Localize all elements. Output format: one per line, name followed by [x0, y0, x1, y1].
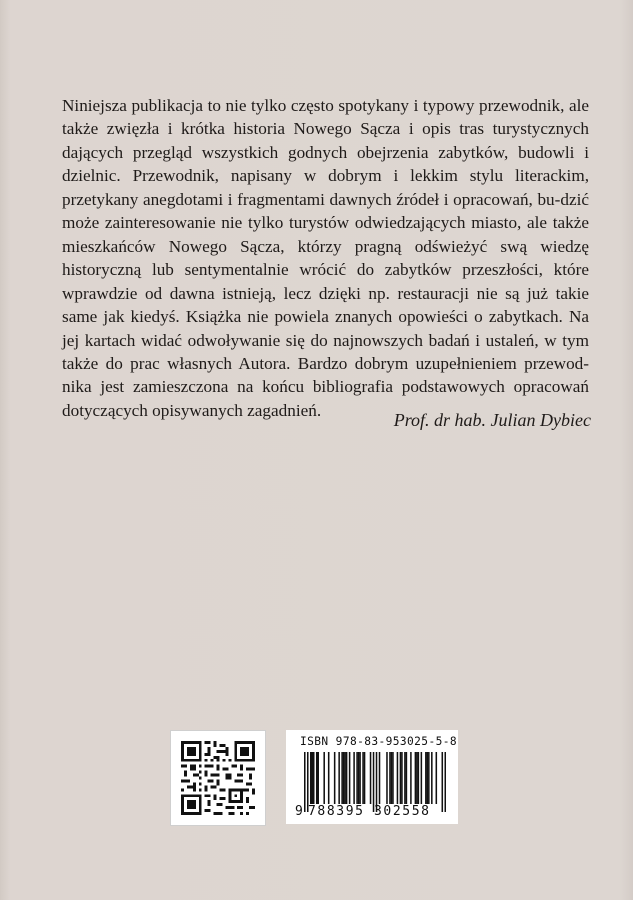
isbn-number: ISBN 978-83-953025-5-8: [300, 735, 457, 748]
blurb-text: Niniejsza publikacja to nie tylko często spotykany i typowy przewodnik, ale także zwięzła i krótka historia Nowego Sącza i opis tras turystycznych dających przegląd wszystkich godnych obejrzenia zabytków, budowli i dzielnic. Przewodnik, napisany w dobrym i lekkim stylu literackim, przetykany anegdotami i fragmentami dawnych źródeł i opracowań, bu-dzić może zainteresowanie nie tylko turystów odwiedzających miasto, ale także mieszkańców Nowego Sącza, którzy pragną odświeżyć swą wiedzę historyczną lub sentymentalnie wrócić do zabytków przeszłości, które wprawdzie od dawna istnieją, lecz dzięki np. restauracji nie są już takie same jak kiedyś. Książka nie powiela znanych opowieści o zabytkach. Na jej kartach widać odwoływanie się do najnowszych badań i ustaleń, w tym także do prac własnych Autora. Bardzo dobrym uzupełnieniem przewod-nika jest zamieszczona na końcu bibliografia podstawowych opracowań dotyczących opisywanych zagadnień.: [62, 96, 589, 420]
barcode-bar: [436, 752, 438, 804]
barcode-bar: [349, 752, 351, 804]
barcode-bar: [317, 752, 319, 804]
barcode-bar: [343, 752, 345, 804]
barcode-bar: [415, 752, 417, 804]
barcode-bar: [445, 752, 446, 812]
barcode-bar: [341, 752, 343, 804]
barcode-bar: [328, 752, 330, 804]
barcode-bar: [310, 752, 312, 804]
barcode-bar: [392, 752, 394, 804]
author-signature: Prof. dr hab. Julian Dybiec: [393, 410, 591, 430]
ean-right-digits: 302558: [374, 804, 431, 819]
barcode-bar: [311, 752, 313, 804]
barcode-bar: [359, 752, 361, 804]
qr-code-icon: [181, 741, 255, 815]
barcode-bar: [389, 752, 391, 804]
barcode-bar: [313, 752, 315, 804]
barcode-bar: [344, 752, 346, 804]
barcode-bar: [431, 752, 433, 804]
barcode-bar: [386, 752, 388, 804]
barcode-bar: [401, 752, 403, 804]
barcode-bar: [376, 752, 378, 812]
barcode-bar: [353, 752, 355, 804]
barcode-bar: [362, 752, 364, 804]
barcode-bar: [346, 752, 348, 804]
barcode-bar: [418, 752, 420, 804]
barcode-bar: [364, 752, 366, 804]
barcode-bar: [400, 752, 402, 804]
barcode-bar: [358, 752, 360, 804]
barcode-bar: [356, 752, 358, 804]
barcode-bar: [427, 752, 429, 804]
isbn-barcode-label: [286, 730, 458, 824]
barcode-bar: [416, 752, 418, 804]
barcode-bar: [406, 752, 408, 804]
barcode-bar: [338, 752, 340, 804]
barcode-bar: [391, 752, 393, 804]
ean-left-digits: 788395: [308, 804, 365, 819]
barcode-bar: [304, 752, 306, 812]
qr-code: [170, 730, 266, 826]
barcode-bar: [334, 752, 336, 804]
barcode-bar: [370, 752, 372, 804]
barcode-bar: [425, 752, 427, 804]
barcode-bar: [323, 752, 325, 804]
barcode-bar: [373, 752, 375, 812]
ean-first-digit: 9: [295, 804, 303, 819]
barcode-bar: [316, 752, 318, 804]
barcode-bar: [404, 752, 406, 804]
barcode-bar: [410, 752, 412, 804]
barcode-bar: [397, 752, 399, 804]
barcode-bar: [428, 752, 430, 804]
barcode-bar: [421, 752, 423, 804]
barcode-bar: [307, 752, 309, 812]
barcode-bar: [379, 752, 381, 804]
barcode-bar: [442, 752, 444, 812]
